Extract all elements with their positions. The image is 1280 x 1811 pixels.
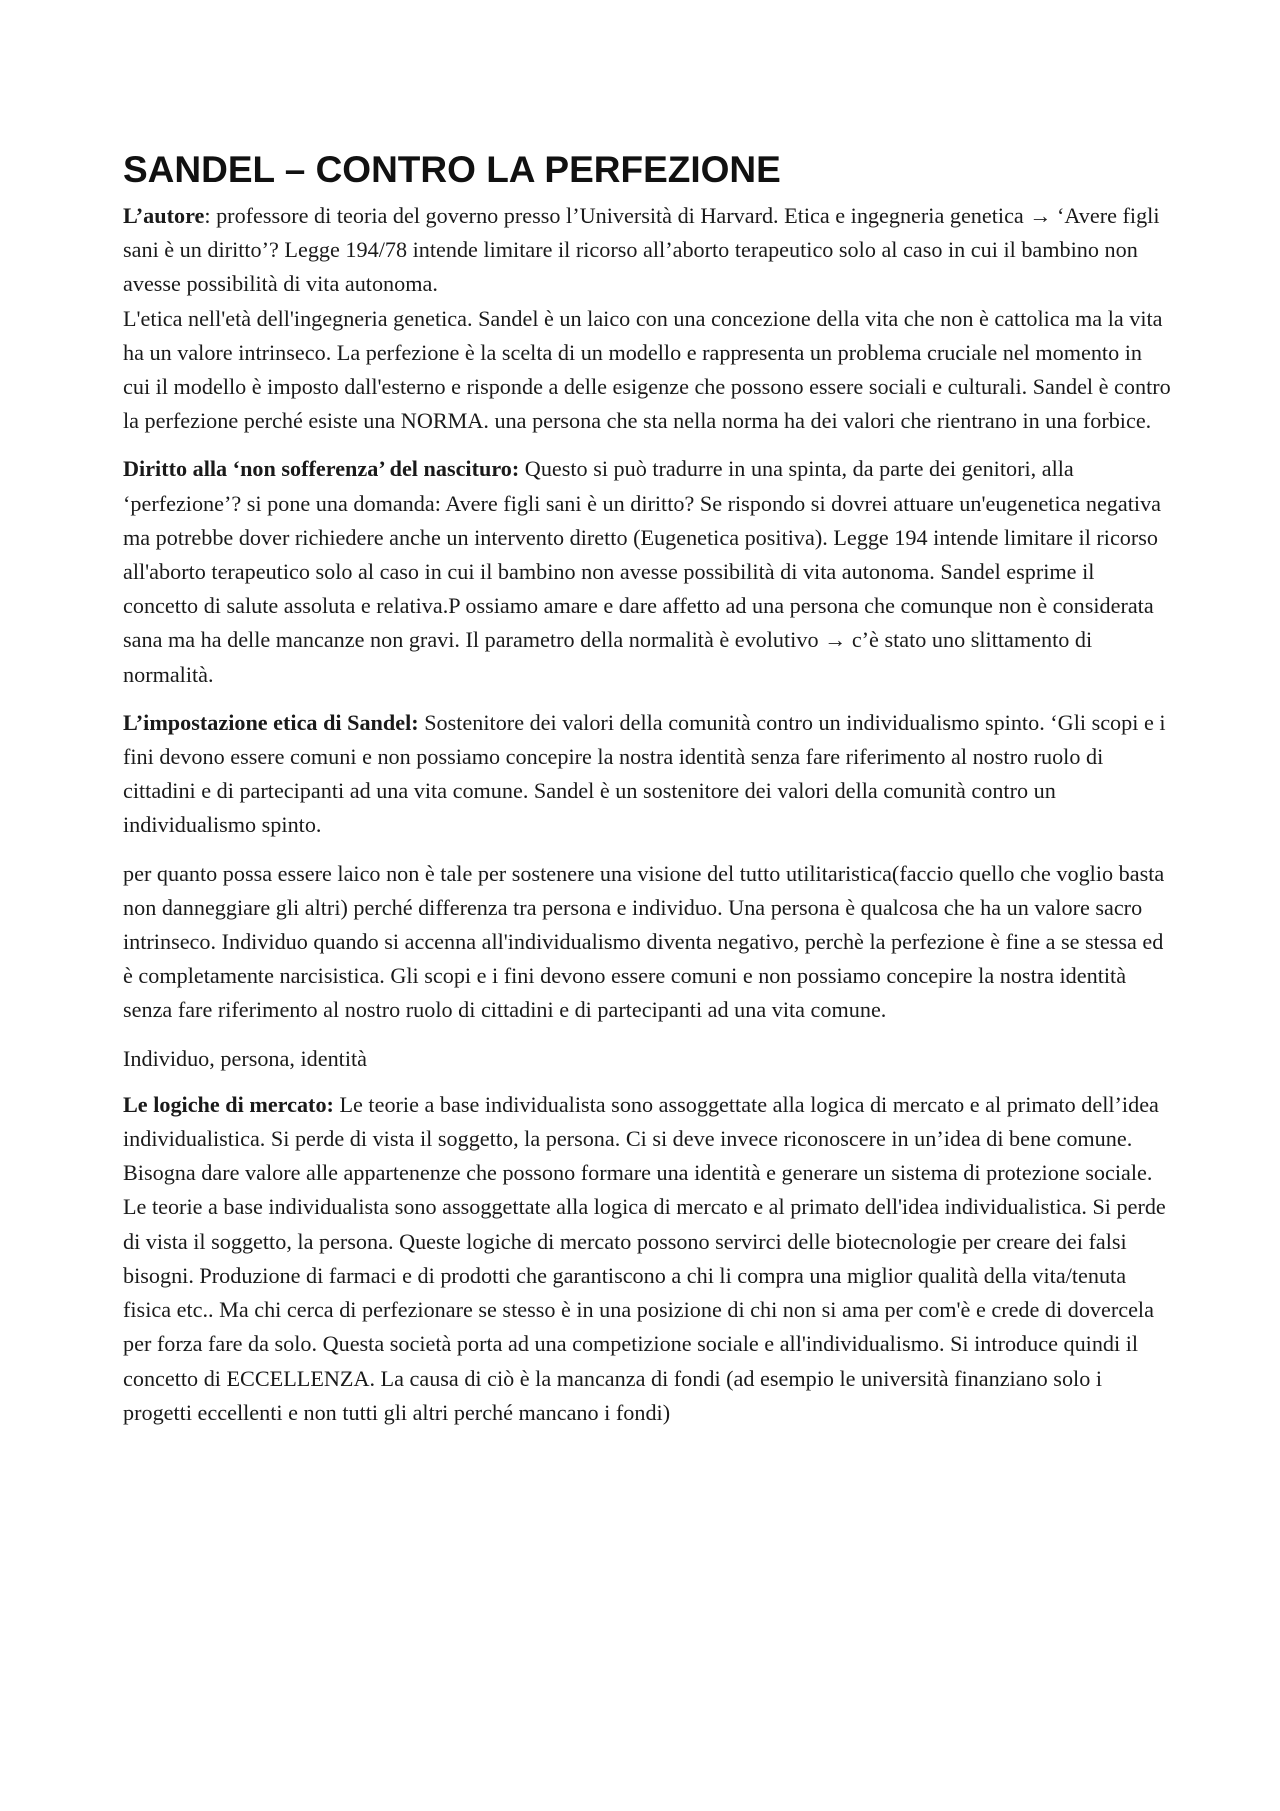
paragraph-autore	[123, 199, 1173, 302]
paragraph-etica: L'etica nell'età dell'ingegneria genetica. Sandel è un laico con una concezione della vita che non è cattolica ma la vita ha un valore intrinseco. La perfezione è la scelta di un modello e rappresenta un problema cruciale nel momento in cui il modello è imposto dall'esterno e risponde a delle esigenze che possono essere sociali e culturali. Sandel è contro la perfezione perché esiste una NORMA. una persona che sta nella norma ha dei valori che rientrano in una forbice.	[123, 305, 1171, 434]
diritto-label: Diritto alla ‘non sofferenza’ del nascituro:	[123, 456, 520, 482]
paragraph-teorie: Le teorie a base individualista sono assoggettate alla logica di mercato e al primato dell'idea individualistica. Si perde di vista il soggetto, la persona. Queste logiche di mercato possono servirci delle biotecnologie per creare dei falsi bisogni. Produzione di farmaci e di prodotti che garantiscono a chi li compra una miglior qualità della vita/tenuta fisica etc.. Ma chi cerca di perfezionare se stesso è in una posizione di chi non si ama per com'è e crede di dovercela per forza fare da solo. Questa società porta ad una competizione sociale e all'individualismo. Si introduce quindi il concetto di ECCELLENZA. La causa di ciò è la mancanza di fondi (ad esempio le università finanziano solo i progetti eccellenti e non tutti gli altri perché mancano i fondi)	[123, 1194, 1166, 1425]
paragraph-impostazione	[123, 706, 1173, 843]
paragraph-laico: per quanto possa essere laico non è tale per sostenere una visione del tutto utilitaristica(faccio quello che voglio basta non danneggiare gli altri) perché differenza tra persona e individuo. Una persona è qualcosa che ha un valore sacro intrinseco. Individuo quando si accenna all'individualismo diventa negativo, perchè la perfezione è fine a se stessa ed è completamente narcisistica. Gli scopi e i fini devono essere comuni e non possiamo concepire la nostra identità senza fare riferimento al nostro ruolo di cittadini e di partecipanti ad una vita comune.	[123, 860, 1165, 1023]
document-page	[123, 148, 1173, 1430]
paragraph-diritto	[123, 452, 1173, 691]
impostazione-label: L’impostazione etica di Sandel:	[123, 709, 419, 735]
mercato-label: Le logiche di mercato:	[123, 1091, 334, 1117]
autore-label: L’autore	[123, 203, 205, 228]
paragraph-mercato	[123, 1088, 1173, 1191]
autore-text: : professore di teoria del governo presso l’Università di Harvard. Etica e ingegneria genetica → ‘Avere figli sani è un diritto’? Legge 194/78 intende limitare il ricorso all’aborto terapeutico solo al caso in cui il bambino non avesse possibilità di vita autonoma.	[123, 203, 1160, 297]
document-title: SANDEL – CONTRO LA PERFEZIONE	[123, 149, 781, 190]
subheading-individuo: Individuo, persona, identità	[123, 1045, 368, 1071]
impostazione-text: Sostenitore dei valori della comunità contro un individualismo spinto. ‘Gli scopi e i fini devono essere comuni e non possiamo concepire la nostra identità senza fare riferimento al nostro ruolo di cittadini e di partecipanti ad una vita comune. Sandel è un sostenitore dei valori della comunità contro un individualismo spinto.	[123, 709, 1166, 838]
mercato-text: Le teorie a base individualista sono assoggettate alla logica di mercato e al primato dell’idea individualistica. Si perde di vista il soggetto, la persona. Ci si deve invece riconoscere in un’idea di bene comune. Bisogna dare valore alle appartenenze che possono formare una identità e generare un sistema di protezione sociale.	[123, 1091, 1159, 1186]
diritto-text: Questo si può tradurre in una spinta, da parte dei genitori, alla ‘perfezione’? si pone una domanda: Avere figli sani è un diritto? Se rispondo si dovrei attuare un'eugenetica negativa ma potrebbe dover richiedere anche un intervento diretto (Eugenetica positiva). Legge 194 intende limitare il ricorso all'aborto terapeutico solo al caso in cui il bambino non avesse possibilità di vita autonoma. Sandel esprime il concetto di salute assoluta e relativa.P ossiamo amare e dare affetto ad una persona che comunque non è considerata sana ma ha delle mancanze non gravi. Il parametro della normalità è evolutivo → c’è stato uno slittamento di normalità.	[123, 456, 1162, 687]
